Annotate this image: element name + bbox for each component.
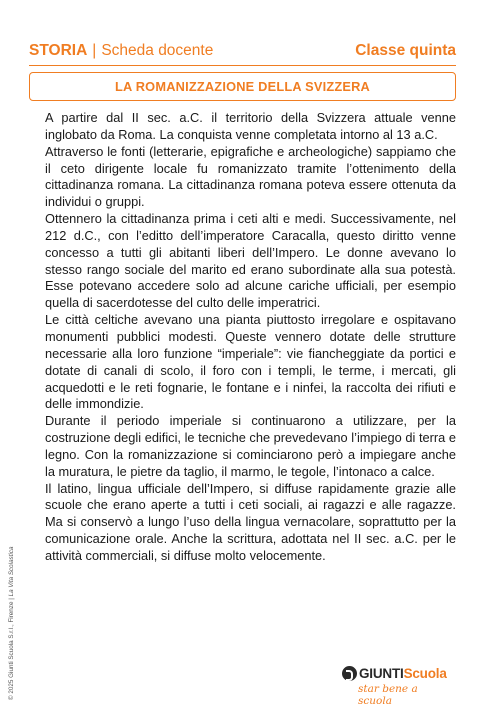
document-body xyxy=(45,110,456,565)
logo-brand: GIUNTI xyxy=(359,666,404,681)
logo-g-icon xyxy=(342,666,357,681)
logo-tagline: star bene a scuola xyxy=(358,683,418,707)
paragraph-5: Durante il periodo imperiale si continuarono a utilizzare, per la costruzione degli edifici, le tecniche che prevedevano l’impiego di terra e legno. Con la romanizzazione si cominciarono però a impiegare anche la muratura, le pietre da taglio, il marmo, le tegole, l’intonaco a calce. xyxy=(45,413,456,479)
header-separator: | xyxy=(92,42,97,59)
subject-label: STORIA xyxy=(29,42,88,59)
title-box xyxy=(29,72,456,101)
document-title: LA ROMANIZZAZIONE DELLA SVIZZERA xyxy=(115,79,370,94)
header-divider xyxy=(29,65,456,66)
header-left xyxy=(29,42,213,60)
paragraph-6: Il latino, lingua ufficiale dell’Impero, si diffuse rapidamente grazie alle scuole che erano aperte a tutti i ceti sociali, ai ragazzi e alle ragazze. Ma si conservò a lungo l’uso della lingua vernacolare, soprattutto per la comunicazione orale. Anche la scrittura, adottata nel II sec. a.C. per le attività commerciali, si diffuse molto velocemente. xyxy=(45,480,456,563)
paragraph-4: Le città celtiche avevano una pianta piuttosto irregolare e ospitavano monumenti pubblici modesti. Queste vennero dotate delle strutture necessarie alla loro funzione “imperiale”: vie fiancheggiate da portici e dotate di canali di scolo, il foro con i templi, le terme, i mercati, gli acquedotti e le reti fognarie, le fontane e i ninfei, la raccolta dei rifiuti e delle immondizie. xyxy=(45,312,456,412)
copyright-notice xyxy=(8,546,15,700)
logo-wordmark xyxy=(342,666,454,681)
page-header xyxy=(29,42,456,60)
paragraph-3: Ottennero la cittadinanza prima i ceti alti e medi. Successivamente, nel 212 d.C., con l’editto dell’imperatore Caracalla, questo diritto venne concesso a tutti gli abitanti liberi dell’Impero. Le donne avevano lo stesso rango sociale del marito ed erano subordinate alla sua potestà. Esse potevano accedere solo ad alcune cariche ufficiali, per esempio quella di sacerdotesse del culto delle imperatrici. xyxy=(45,211,456,311)
magazine-name: La Vita Scolastica xyxy=(8,546,15,597)
giunti-scuola-logo xyxy=(342,666,454,708)
logo-brand-accent: Scuola xyxy=(403,666,447,681)
paragraph-2: Attraverso le fonti (letterarie, epigrafiche e archeologiche) sappiamo che il ceto dirigente locale fu romanizzato tramite l’ottenimento della cittadinanza romana. La cittadinanza romana poteva essere ottenuta da individui o gruppi. xyxy=(45,143,456,210)
grade-label: Classe quinta xyxy=(355,42,456,59)
copyright-text: © 2025 Giunti Scuola S.r.l., Firenze | xyxy=(8,596,15,700)
paragraph-1: A partire dal II sec. a.C. il territorio della Svizzera attuale venne inglobato da Roma. La conquista venne completata intorno al 13 a.C. xyxy=(45,110,456,142)
doc-type-label: Scheda docente xyxy=(101,42,214,59)
